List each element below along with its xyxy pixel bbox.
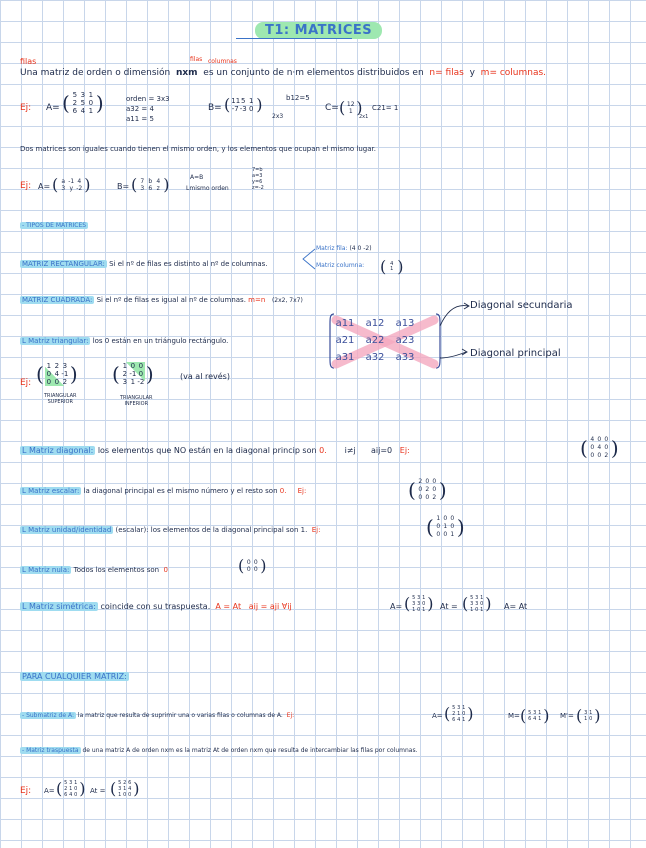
- matrix-C-note: C21= 1: [372, 104, 399, 112]
- trasp-A-cell: 1: [74, 780, 78, 786]
- trasp-At-label: At =: [90, 787, 106, 795]
- sim-A-label: A=: [390, 602, 403, 611]
- unidad-line: L Matriz unidad/identidad (escalar): los elementos de la diagonal principal son 1. Ej:: [22, 526, 321, 534]
- trasp-At-cell: 2: [123, 780, 127, 786]
- sim-At-cell: 3: [475, 601, 479, 607]
- matrix-A-label: A=: [46, 103, 60, 113]
- sub-A-matrix: ( 5 3 1 2 1 0 6 4 1 ): [444, 704, 474, 723]
- trasp-At-cell: 3: [118, 786, 122, 792]
- title-underline: [236, 38, 352, 39]
- sim-A-cell: 1: [412, 607, 416, 613]
- unidad-matrix-cell: 0: [436, 531, 441, 538]
- ex2-matrix-B-cell: 7: [140, 178, 145, 185]
- triangular-inferior-cell: -2: [137, 378, 145, 386]
- trasp-A-cell: 2: [64, 786, 68, 792]
- matrix-A-cell: 6: [72, 107, 78, 115]
- trasp-At-cell: 6: [128, 780, 132, 786]
- nula-matrix: ( 0 0 0 0 ): [238, 556, 267, 575]
- trasp-A-cell: 0: [74, 792, 78, 798]
- ex2-matrix-A-cell: -1: [68, 178, 75, 185]
- trasp-At-matrix: ( 5 2 6 3 1 4 1 0 0 ): [110, 779, 140, 798]
- ex2-matrix-B-cell: 3: [140, 185, 145, 192]
- traspuesta-line: - Matriz traspuesta de una matriz A de orden nxm es la matriz At de orden nxm que resulta de intercambiar las filas por columnas.: [22, 747, 418, 754]
- cuadrada-line: MATRIZ CUADRADA: Si el nº de filas es igual al nº de columnas. m=n (2x2, 7x7): [22, 296, 303, 304]
- nula-matrix-cell: 0: [253, 559, 258, 566]
- escalar-matrix-cell: 0: [432, 486, 437, 493]
- sim-A-matrix: ( 5 3 1 3 3 0 1 0 1 ): [404, 594, 434, 613]
- matrix-C-sub: 2x1: [359, 114, 369, 120]
- matrix-A-cell: 4: [80, 107, 86, 115]
- escalar-matrix-cell: 2: [432, 494, 437, 501]
- sub-M-cell: 3: [533, 710, 537, 716]
- trasp-At-cell: 5: [118, 780, 122, 786]
- intro-line: Una matriz de orden o dimensión nxm es un conjunto de n·m elementos distribuidos en n= filas y m= columnas.: [20, 68, 547, 78]
- sim-A-cell: 1: [422, 595, 426, 601]
- trasp-At-cell: 0: [123, 792, 127, 798]
- ej-label-2: Ej:: [20, 181, 32, 191]
- sub-M2-label: M'=: [560, 712, 574, 720]
- matrix-B-cell: 5: [241, 97, 246, 105]
- triangular-inferior-cell: 2: [122, 370, 128, 378]
- sub-A-cell: 0: [462, 711, 466, 717]
- ej-label-trasp: Ej:: [20, 786, 32, 796]
- unidad-matrix-cell: 1: [450, 531, 455, 538]
- matrix-C-cell: 1: [348, 108, 353, 115]
- sub-M-cell: 6: [528, 716, 532, 722]
- sub-A-cell: 1: [462, 705, 466, 711]
- unidad-matrix-cell: 0: [436, 523, 441, 530]
- unidad-matrix-cell: 1: [443, 523, 448, 530]
- sim-A-cell: 3: [417, 595, 421, 601]
- diagonal-matrix: ( 4 0 0 0 4 0 0 0 2 ): [580, 436, 619, 460]
- escalar-matrix-cell: 0: [418, 494, 423, 501]
- sub-M-cell: 1: [538, 716, 542, 722]
- trasp-At-cell: 4: [128, 786, 132, 792]
- triangular-superior-cell: -1: [61, 370, 69, 378]
- ex2-matrix-B: ( 7 b 4 3 6 z ): [131, 175, 170, 194]
- triangular-inferior-cell: 3: [122, 378, 128, 386]
- unidad-matrix-cell: 0: [443, 515, 448, 522]
- sub-A-cell: 4: [457, 717, 461, 723]
- triangular-superior-cell: 1: [46, 362, 52, 370]
- sub-A-cell: 2: [452, 711, 456, 717]
- triangular-inferior-cell: 1: [122, 362, 128, 370]
- diagonal-matrix-cell: 0: [604, 436, 609, 443]
- tipos-heading: - TIPOS DE MATRICES: [22, 222, 87, 229]
- triangular-superior-caption: TRIANGULAR SUPERIOR: [44, 393, 77, 405]
- sub-M2-cell: 1: [589, 710, 593, 716]
- sim-At-cell: 0: [480, 601, 484, 607]
- nula-line: L Matriz nula: Todos los elementos son 0: [22, 566, 168, 574]
- diagonal-matrix-cell: 4: [597, 444, 602, 451]
- trasp-A-cell: 4: [69, 792, 73, 798]
- ej-label-3: Ej:: [20, 378, 32, 388]
- sub-M-cell: 1: [538, 710, 542, 716]
- ex2-B-label: B=: [117, 182, 130, 191]
- triangular-inferior-cell: 0: [130, 362, 136, 370]
- sim-At-cell: 3: [475, 595, 479, 601]
- sim-At-cell: 0: [475, 607, 479, 613]
- triangular-inferior-cell: 1: [130, 378, 136, 386]
- trasp-A-cell: 6: [64, 792, 68, 798]
- ex2-matrix-B-cell: 4: [156, 178, 161, 185]
- sub-M2-cell: 0: [589, 716, 593, 722]
- ex2-values: 7=b a=3 y=6 z=-2: [252, 167, 264, 191]
- matrix-B: ( 11 5 1 -7 -3 0 ): [224, 95, 263, 114]
- nula-matrix-cell: 0: [253, 566, 258, 573]
- escalar-matrix-cell: 0: [418, 486, 423, 493]
- matrix-B-cell: 11: [231, 97, 241, 105]
- cualquier-heading: PARA CUALQUIER MATRIZ:: [22, 672, 127, 681]
- triangular-inferior-cell: 0: [138, 362, 144, 370]
- diagram-cell: a21: [335, 335, 355, 346]
- matrix-A-cell: 2: [72, 99, 78, 107]
- sim-final: A= At: [504, 602, 528, 611]
- triangular-inferior-cell: -1: [129, 370, 137, 378]
- sub-A-cell: 1: [457, 711, 461, 717]
- rectangular-brace: [300, 246, 316, 272]
- sub-A-cell: 5: [452, 705, 456, 711]
- ex2-A-label: A=: [38, 182, 51, 191]
- sub-A-cell: 1: [462, 717, 466, 723]
- triangular-note: (va al revés): [180, 372, 230, 381]
- ex2-matrix-B-cell: 6: [148, 185, 153, 192]
- diagram-cell: a32: [365, 352, 385, 363]
- ex2-matrix-A-cell: y: [69, 185, 74, 192]
- matriz-columna: Matriz columna:: [316, 262, 365, 269]
- triangular-superior-matrix: ( 1 2 3 0 4 -1 0 0 2 ): [36, 362, 78, 386]
- matriz-columna-values: ( 4 1 ): [380, 257, 404, 276]
- diagonal-principal-label: Diagonal principal: [470, 348, 561, 359]
- sub-A-label: A=: [432, 712, 443, 720]
- ex2-mismo-orden: Lmismo orden: [186, 185, 229, 192]
- matrix-A-cell: 3: [80, 91, 86, 99]
- diagram-cell: a22: [365, 335, 385, 346]
- sub-M2-matrix: ( 3 1 1 0 ): [576, 706, 601, 725]
- triangular-superior-cell: 4: [54, 370, 60, 378]
- escalar-matrix-cell: 0: [425, 494, 430, 501]
- sub-M-cell: 5: [528, 710, 532, 716]
- diagram-cell: a33: [395, 352, 415, 363]
- escalar-matrix: ( 2 0 0 0 2 0 0 0 2 ): [408, 478, 447, 502]
- ex2-matrix-B-cell: b: [148, 178, 153, 185]
- escalar-matrix-cell: 2: [418, 478, 423, 485]
- escalar-matrix-cell: 0: [425, 478, 430, 485]
- sub-M-cell: 4: [533, 716, 537, 722]
- sim-At-label: At =: [440, 602, 458, 611]
- matrix-A-cell: 0: [88, 99, 94, 107]
- diagram-cell: a12: [365, 318, 385, 329]
- sim-A-cell: 3: [417, 601, 421, 607]
- diagonal-matrix-cell: 0: [590, 444, 595, 451]
- diagram-cell: a11: [335, 318, 355, 329]
- triangular-superior-cell: 0: [54, 378, 60, 386]
- matrix-C-label: C=: [325, 103, 339, 113]
- submatriz-line: - Submatriz de A: la matriz que resulta de suprimir una o varias filas o columnas de A. Ej:: [22, 712, 295, 719]
- matrix-B-sub: 2x3: [272, 113, 284, 120]
- diagram-cell: a31: [335, 352, 355, 363]
- triangular-superior-cell: 0: [46, 378, 52, 386]
- matrix-A-cell: 1: [88, 107, 94, 115]
- matrix-C: ( 12 1 ): [339, 98, 363, 117]
- sim-A-cell: 1: [422, 607, 426, 613]
- diagonals-matrix: [330, 318, 420, 363]
- diagonal-matrix-cell: 0: [597, 436, 602, 443]
- trasp-At-cell: 1: [118, 792, 122, 798]
- unidad-matrix-cell: 1: [436, 515, 441, 522]
- triangular-inferior-caption: TRIANGULAR INFERIOR: [120, 395, 153, 407]
- matrix-B-cell: 1: [249, 97, 254, 105]
- matrix-B-label: B=: [208, 103, 222, 113]
- trasp-A-cell: 3: [69, 780, 73, 786]
- trasp-At-cell: 0: [128, 792, 132, 798]
- matrix-A-cell: 5: [72, 91, 78, 99]
- sub-M-matrix: ( 5 3 1 6 4 1 ): [520, 706, 550, 725]
- sub-A-cell: 6: [452, 717, 456, 723]
- matrix-C-cell: 12: [346, 101, 355, 108]
- matrix-A-notes: orden = 3x3 a32 = 4 a11 = 5: [126, 95, 170, 123]
- ex2-matrix-A-cell: -2: [76, 185, 83, 192]
- trasp-A-cell: 5: [64, 780, 68, 786]
- matriz-fila: Matriz fila: (4 0 -2): [316, 245, 372, 252]
- escalar-line: L Matriz escalar: la diagonal principal es el mismo número y el resto son 0. Ej:: [22, 487, 307, 495]
- sim-At-cell: 1: [480, 607, 484, 613]
- trasp-At-cell: 1: [123, 786, 127, 792]
- ex2-matrix-B-cell: z: [156, 185, 160, 192]
- matrix-A-cell: 5: [80, 99, 86, 107]
- ex2-matrix-A-cell: 4: [77, 178, 82, 185]
- trasp-A-label: A=: [44, 787, 55, 795]
- matrix-A: ( 5 3 1 2 5 0 6 4 1 ): [62, 91, 104, 115]
- sub-M2-cell: 3: [584, 710, 588, 716]
- diagonal-secundaria-label: Diagonal secundaria: [470, 300, 573, 311]
- unidad-matrix: ( 1 0 0 0 1 0 0 0 1 ): [426, 515, 465, 539]
- unidad-matrix-cell: 0: [450, 515, 455, 522]
- triangular-line: L Matriz triangular: los 0 están en un triángulo rectángulo.: [22, 337, 229, 345]
- sim-A-cell: 3: [412, 601, 416, 607]
- equal-matrices-text: Dos matrices son iguales cuando tienen el mismo orden, y los elementos que ocupan el mismo lugar.: [20, 145, 376, 153]
- sim-At-cell: 5: [470, 595, 474, 601]
- sup-filas: filas: [20, 57, 37, 66]
- sim-At-cell: 1: [480, 595, 484, 601]
- ej-label-1: Ej:: [20, 103, 32, 113]
- matrix-A-cell: 1: [88, 91, 94, 99]
- escalar-matrix-cell: 0: [432, 478, 437, 485]
- sub-M2-cell: 1: [584, 716, 588, 722]
- trasp-A-matrix: ( 5 3 1 2 1 0 6 4 0 ): [56, 779, 86, 798]
- sub-M-label: M=: [508, 712, 520, 720]
- matrix-B-cell: -7: [231, 105, 239, 113]
- sim-At-matrix: ( 5 3 1 3 3 0 1 0 1 ): [462, 594, 492, 613]
- matrix-B-cell: 0: [249, 105, 254, 113]
- trasp-A-cell: 0: [74, 786, 78, 792]
- triangular-superior-cell: 2: [62, 378, 68, 386]
- ex2-matrix-A-cell: 3: [61, 185, 66, 192]
- diagram-cell: a23: [395, 335, 415, 346]
- escalar-matrix-cell: 2: [425, 486, 430, 493]
- triangular-inferior-matrix: ( 1 0 0 2 -1 0 3 1 -2 ): [112, 362, 154, 386]
- simetrica-line: L Matriz simétrica: coincide con su traspuesta. A = At aij = aji ∀ij: [22, 602, 292, 611]
- page-title: T1: MATRICES: [255, 19, 382, 38]
- nula-matrix-cell: 0: [246, 559, 251, 566]
- ex2-matrix-A: ( a -1 4 3 y -2 ): [52, 175, 91, 194]
- sim-A-cell: 0: [417, 607, 421, 613]
- diagonal-matrix-cell: 0: [590, 452, 595, 459]
- triangular-superior-cell: 2: [54, 362, 60, 370]
- ex2-matrix-A-cell: a: [61, 178, 66, 185]
- diagram-cell: a13: [395, 318, 415, 329]
- triangular-superior-cell: 0: [46, 370, 52, 378]
- diagonal-matrix-cell: 2: [604, 452, 609, 459]
- rectangular-line: MATRIZ RECTANGULAR: Si el nº de filas es distinto al nº de columnas.: [22, 260, 268, 268]
- diagonal-matrix-cell: 4: [590, 436, 595, 443]
- diagonal-line: L Matriz diagonal: los elementos que NO están en la diagonal princip son 0. i≠j aij=0 Ej:: [22, 446, 410, 455]
- diagonal-matrix-cell: 0: [604, 444, 609, 451]
- unidad-matrix-cell: 0: [443, 531, 448, 538]
- diagonal-matrix-cell: 0: [597, 452, 602, 459]
- label-filas-small: filas: [190, 56, 203, 63]
- sim-A-cell: 5: [412, 595, 416, 601]
- sim-A-cell: 0: [422, 601, 426, 607]
- matrix-B-note: b12=5: [286, 94, 310, 102]
- triangular-superior-cell: 3: [62, 362, 68, 370]
- unidad-matrix-cell: 0: [450, 523, 455, 530]
- label-columnas-small: columnas: [208, 58, 237, 65]
- trasp-A-cell: 1: [69, 786, 73, 792]
- nula-matrix-cell: 0: [246, 566, 251, 573]
- sim-At-cell: 1: [470, 607, 474, 613]
- ex2-AB: A=B: [190, 174, 204, 181]
- sub-A-cell: 3: [457, 705, 461, 711]
- matrix-B-cell: -3: [239, 105, 247, 113]
- triangular-inferior-cell: 0: [138, 370, 144, 378]
- sim-At-cell: 3: [470, 601, 474, 607]
